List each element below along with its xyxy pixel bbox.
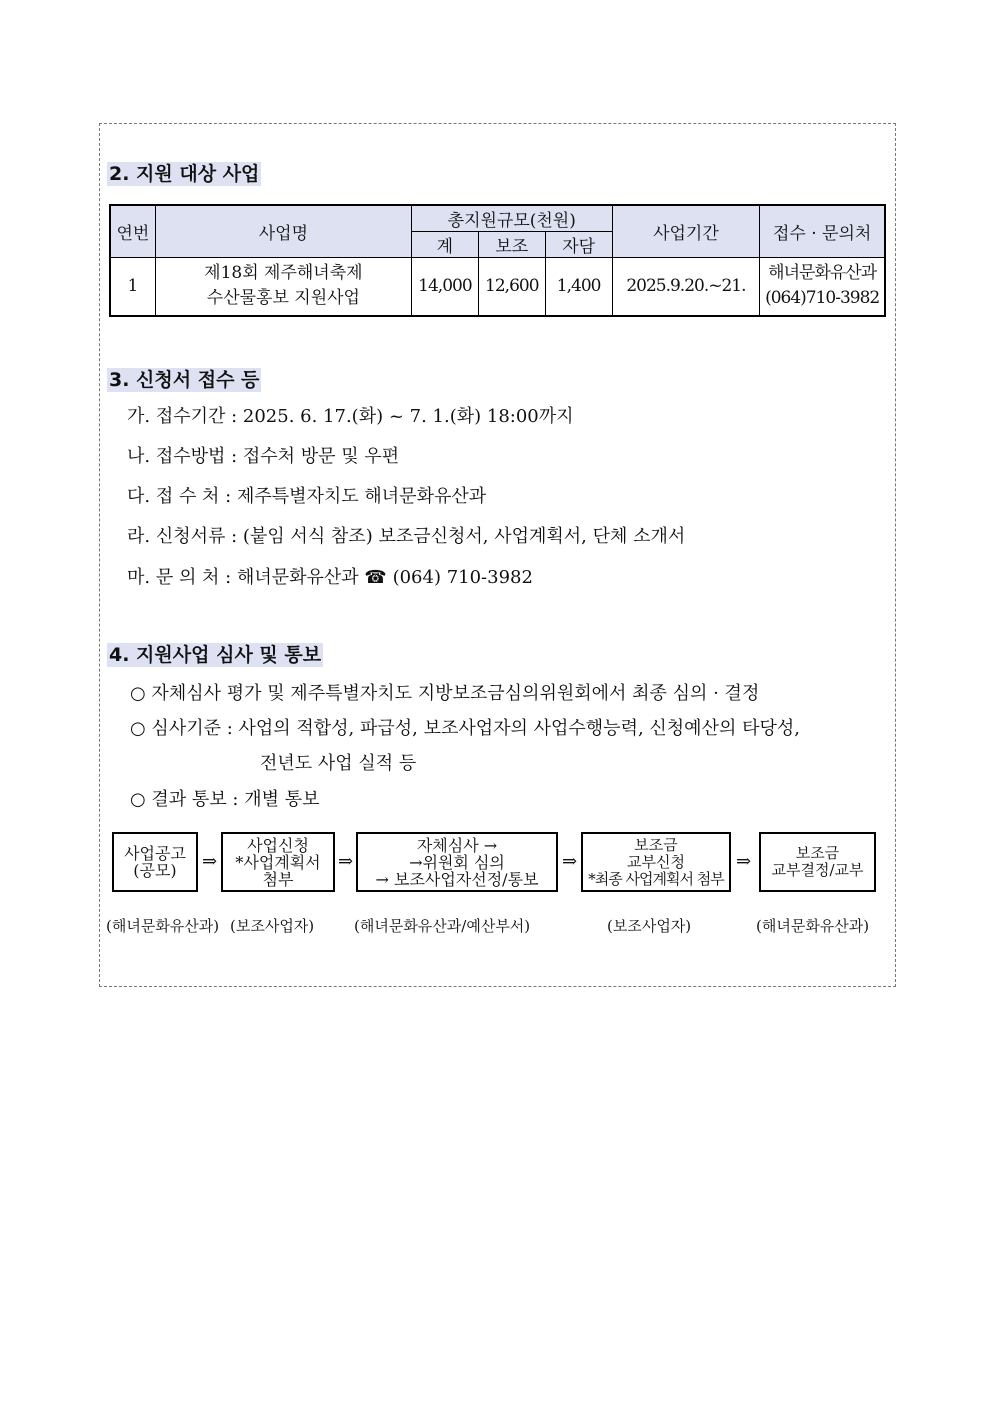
support-table — [109, 204, 886, 317]
cell-self: 1,400 — [545, 258, 612, 316]
header-name: 사업명 — [155, 205, 411, 258]
item-value: 접수처 방문 및 우편 — [242, 446, 400, 467]
cell-contact — [760, 258, 885, 316]
list-item — [127, 445, 399, 469]
header-subsidy: 보조 — [478, 232, 545, 258]
flow-step-line: 교부결정/교부 — [771, 861, 864, 879]
header-self: 자담 — [545, 232, 612, 258]
flow-step-line: 교부신청 — [627, 852, 685, 871]
item-value: 제주특별자치도 해녀문화유산과 — [236, 486, 487, 507]
flow-step-line: (공모) — [133, 861, 177, 880]
bullet-item: ○ 자체심사 평가 및 제주특별자치도 지방보조금심의위원회에서 최종 심의 · 결정 — [130, 683, 760, 704]
flow-arrow: ⇒ — [202, 851, 218, 872]
cell-subsidy: 12,600 — [478, 258, 545, 316]
header-scale: 총지원규모(천원) — [411, 205, 612, 232]
flow-arrow: ⇒ — [562, 851, 578, 872]
item-value: (붙임 서식 참조) 보조금신청서, 사업계획서, 단체 소개서 — [242, 526, 686, 547]
flow-step-line: → 보조사업자선정/통보 — [375, 869, 539, 889]
header-contact: 접수 · 문의처 — [760, 205, 885, 258]
flow-step-line: 사업신청 — [247, 835, 309, 855]
flow-caption: (해녀문화유산과) — [106, 917, 220, 935]
flow-arrow: ⇒ — [736, 851, 752, 872]
flow-step-announcement — [112, 832, 198, 892]
flow-caption: (보조사업자) — [230, 917, 315, 935]
item-value: 2025. 6. 17.(화) ~ 7. 1.(화) 18:00까지 — [242, 406, 574, 427]
list-item — [127, 525, 685, 549]
list-item — [127, 566, 533, 590]
flow-caption: (보조사업자) — [607, 917, 692, 935]
section4-title: 4. 지원사업 심사 및 통보 — [109, 644, 322, 666]
table-row — [110, 258, 885, 316]
cell-total: 14,000 — [411, 258, 478, 316]
flow-step-application — [221, 832, 335, 892]
cell-name — [155, 258, 411, 316]
header-no: 연번 — [110, 205, 155, 258]
cell-contact-line2: (064)710-3982 — [765, 288, 880, 309]
flow-step-line: 사업공고 — [124, 844, 186, 863]
item-value-phone: (064) 710-3982 — [392, 567, 533, 588]
item-label: 나. 접수방법 : — [127, 446, 238, 467]
bullet-item-continued: 전년도 사업 실적 등 — [260, 753, 417, 774]
section3-title: 3. 신청서 접수 등 — [109, 369, 260, 391]
item-value: 해녀문화유산과 — [236, 567, 359, 588]
flow-step-grant-decision — [759, 832, 876, 892]
item-label: 라. 신청서류 : — [127, 526, 238, 547]
list-item — [127, 485, 486, 509]
section2-title: 2. 지원 대상 사업 — [109, 163, 260, 185]
bullet-item: ○ 심사기준 : 사업의 적합성, 파급성, 보조사업자의 사업수행능력, 신청예산의 타당성, — [130, 718, 800, 739]
item-label: 가. 접수기간 : — [127, 406, 238, 427]
flow-step-line: 보조금 — [795, 844, 840, 862]
cell-name-line1: 제18회 제주해녀축제 — [204, 263, 363, 284]
flow-step-line: 자체심사 → — [416, 835, 498, 855]
phone-icon: ☎ — [364, 567, 387, 588]
item-label: 마. 문 의 처 : — [127, 567, 232, 588]
flow-step-line: *최종 사업계획서 첨부 — [588, 869, 724, 888]
flow-step-grant-request — [581, 832, 731, 892]
header-total: 계 — [411, 232, 478, 258]
flow-arrow: ⇒ — [338, 851, 354, 872]
flow-step-line: 보조금 — [634, 835, 678, 854]
flow-step-line: 첨부 — [262, 869, 294, 889]
cell-contact-line1: 해녀문화유산과 — [768, 263, 877, 284]
list-item — [127, 405, 574, 429]
cell-no: 1 — [110, 258, 155, 316]
bullet-item: ○ 결과 통보 : 개별 통보 — [130, 789, 320, 810]
cell-period: 2025.9.20.~21. — [612, 258, 760, 316]
flow-step-review — [356, 832, 558, 892]
flow-caption: (해녀문화유산과/예산부서) — [354, 917, 531, 935]
header-period: 사업기간 — [612, 205, 760, 258]
flow-step-line: →위원회 심의 — [409, 852, 505, 872]
cell-name-line2: 수산물홍보 지원사업 — [206, 288, 360, 309]
flow-step-line: *사업계획서 — [235, 852, 321, 872]
item-label: 다. 접 수 처 : — [127, 486, 232, 507]
flow-caption: (해녀문화유산과) — [756, 917, 870, 935]
